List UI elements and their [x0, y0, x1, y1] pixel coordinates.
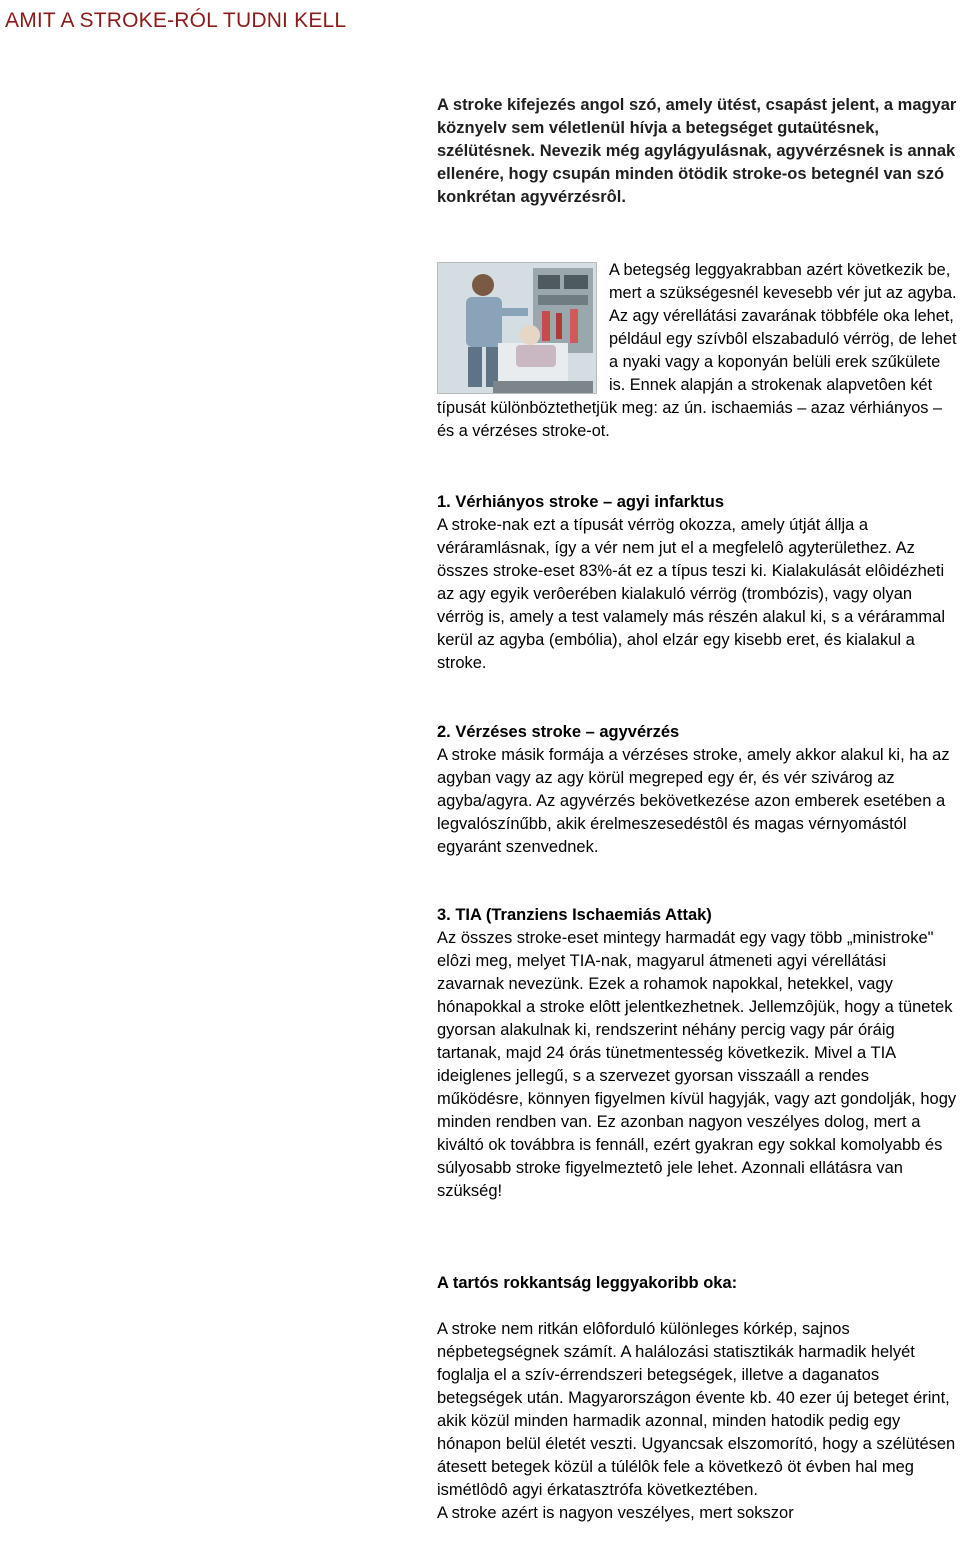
section-2 [437, 721, 957, 859]
section-2-heading: 2. Vérzéses stroke – agyvérzés [437, 723, 680, 741]
section-3-body: Az összes stroke-eset mintegy harmadát egy vagy több „ministroke" elôzi meg, melyet TIA-nak, magyarul átmeneti agyi vérellátási zavarnak nevezünk. Ezek a rohamok napokkal, hetekkel, vagy hónapokkal a stroke elôtt jelentkezhetnek. Jellemzôjük, hogy a tünetek gyorsan alakulnak ki, rendszerint néhány percig vagy pár óráig tartanak, majd 24 órás tünetmentesség következik. Mivel a TIA ideiglenes jellegű, s a szervezet gyorsan visszaáll a rendes működésre, könnyen figyelmen kívül hagyják, vagy azt gondolják, hogy minden rendben van. Ez azonban nagyon veszélyes dolog, mert a kiváltó ok továbbra is fennáll, ezért gyakran egy sokkal komolyabb és súlyosabb stroke figyelmeztetô jele lehet. Azonnali ellátásra van szükség! [437, 929, 957, 1200]
section-3 [437, 904, 957, 1203]
section-1-heading: 1. Vérhiányos stroke – agyi infarktus [437, 493, 725, 511]
section-1-body: A stroke-nak ezt a típusát vérrög okozza, amely útját állja a véráramlásnak, így a vér nem jut el a megfelelô agyterülethez. Az összes stroke-eset 83%-át ez a típus teszi ki. Kialakulását elôidézheti az agy egyik verôerében kialakuló vérrög (trombózis), vagy olyan vérrög is, amely a test valamely más részén alakul ki, s a vérárammal kerül az agyba (embólia), ahol elzár egy kisebb eret, és kialakul a stroke. [437, 516, 946, 672]
section-3-heading: 3. TIA (Tranziens Ischaemiás Attak) [437, 906, 712, 924]
intro-paragraph: A stroke kifejezés angol szó, amely ütést, csapást jelent, a magyar köznyelv sem véletlenül hívja a betegséget gutaütésnek, szélütésnek. Nevezik még agylágyulásnak, agyvérzésnek is annak ellenére, hogy csupán minden ötödik stroke-os betegnél van szó konkrétan agyvérzésrôl. [437, 96, 957, 206]
disability-body: A stroke nem ritkán elôforduló különleges kórkép, sajnos népbetegségnek számít. A halálozási statisztikák harmadik helyét foglalja el a szív-érrendszeri betegségek, illetve a daganatos betegségek után. Magyarországon évente kb. 40 ezer új beteget érint, akik közül minden harmadik azonnal, minden hatodik pedig egy hónapon belül életét veszti. Ugyancsak elszomorító, hogy a szélütésen átesett betegek közül a túlélôk fele a következô öt évben hal meg ismétlôdô agyi érkatasztrófa következtében. [437, 1320, 956, 1499]
section-2-body: A stroke másik formája a vérzéses stroke, amely akkor alakul ki, ha az agyban vagy az agy körül megreped egy ér, és vér szivárog az agyba/agyra. Az agyvérzés bekövetkezése azon emberek esetében a legvalószínűbb, akik érelmeszesedéstôl és magas vérnyomástól egyaránt szenvednek. [437, 746, 950, 856]
photo-paragraph-text: A betegség leggyakrabban azért következik be, mert a szükségesnél kevesebb vér jut az agyba. Az agy vérellátási zavarának többféle oka lehet, például egy szívbôl elszabaduló vérrög, de lehet a nyaki vagy a koponyán belüli erek szűkülete is. Ennek alapján a strokenak alapvetôen két típusát különböztethetjük meg: az ún. ischaemiás – azaz vérhiányos – és a vérzéses stroke-ot. [437, 261, 957, 440]
page-title: AMIT A STROKE-RÓL TUDNI KELL [5, 9, 347, 32]
hospital-photo [437, 262, 597, 394]
photo-paragraph-block [437, 259, 957, 443]
disability-last-line: A stroke azért is nagyon veszélyes, mert sokszor [437, 1504, 794, 1522]
disability-section [437, 1272, 957, 1525]
hospital-photo-illustration [438, 263, 596, 393]
disability-heading: A tartós rokkantság leggyakoribb oka: [437, 1274, 738, 1292]
section-1 [437, 491, 957, 675]
